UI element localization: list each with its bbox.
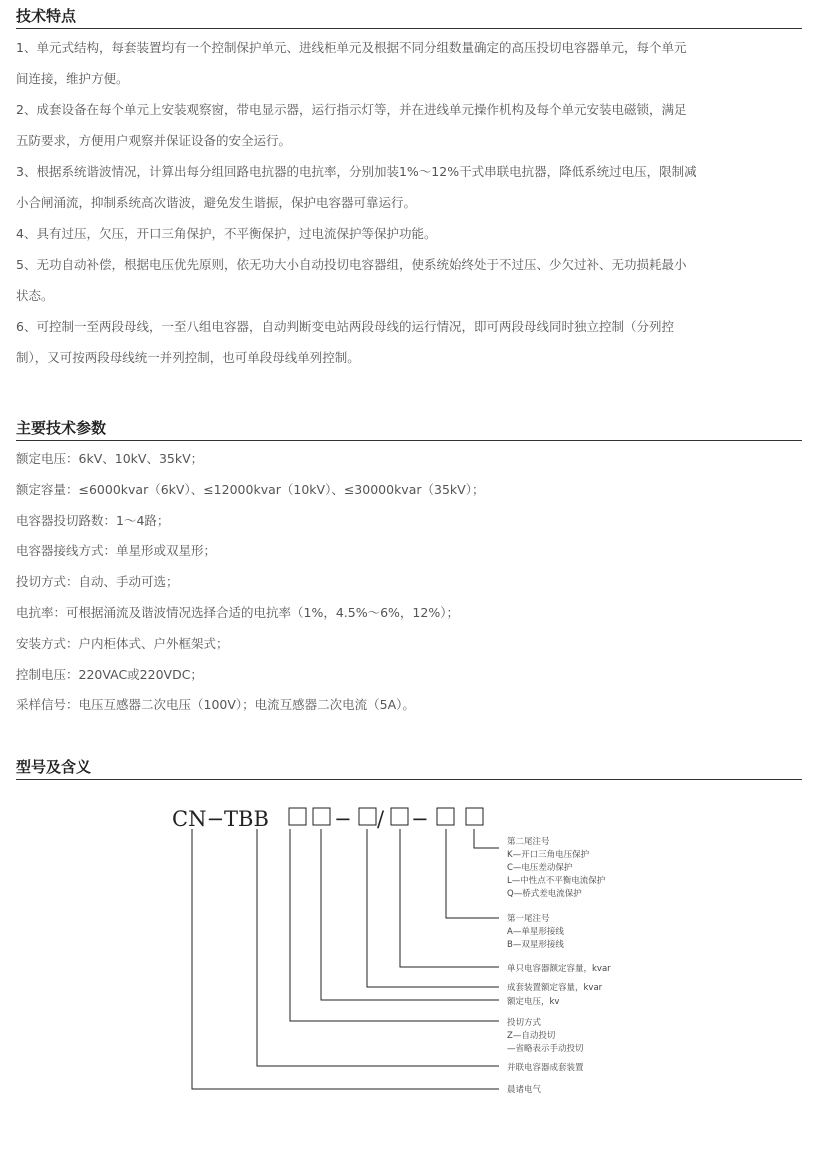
code-dash-1: − <box>334 807 352 831</box>
param-item: 投切方式：自动、手动可选； <box>16 574 179 590</box>
model-title: 型号及含义 <box>16 757 802 780</box>
label-g2-2: B—双星形接线 <box>507 940 564 950</box>
feature-line: 小合闸涌流，抑制系统高次谐波，避免发生谐振，保护电容器可靠运行。 <box>16 195 417 210</box>
label-g2-1: A—单星形接线 <box>507 927 564 937</box>
label-g6-2: —省略表示手动投切 <box>507 1044 584 1054</box>
feature-line: 4、具有过压，欠压，开口三角保护，不平衡保护，过电流保护等保护功能。 <box>16 226 437 241</box>
model-code-prefix: CN−TBB <box>172 807 269 831</box>
label-g2-0: 第一尾注号 <box>507 914 550 924</box>
label-g1-2: C—电压差动保护 <box>507 863 573 873</box>
label-g4-0: 成套装置额定容量，kvar <box>507 983 603 993</box>
features-title: 技术特点 <box>16 6 802 29</box>
param-item: 电容器投切路数：1～4路； <box>16 512 170 528</box>
param-item: 额定电压：6kV、10kV、35kV； <box>16 451 204 466</box>
feature-line: 1、单元式结构，每套装置均有一个控制保护单元、进线柜单元及根据不同分组数量确定的高压投切电容器单元，每个单元 <box>16 40 687 55</box>
code-box-6 <box>466 808 483 825</box>
connector-g4 <box>367 829 499 987</box>
connector-g1 <box>474 829 499 848</box>
connector-g7 <box>257 829 499 1066</box>
param-item: 采样信号：电压互感器二次电压（100V）；电流互感器二次电流（5A）。 <box>16 697 415 713</box>
connector-g8 <box>192 829 499 1089</box>
connector-g5 <box>321 829 499 1000</box>
label-g1-0: 第二尾注号 <box>507 837 550 847</box>
code-box-2 <box>313 808 330 825</box>
label-g6-0: 投切方式 <box>507 1018 542 1028</box>
feature-line: 五防要求，方便用户观察并保证设备的安全运行。 <box>16 133 292 148</box>
label-g3-0: 单只电容器额定容量，kvar <box>507 964 611 974</box>
label-g5-0: 额定电压，kv <box>507 997 560 1007</box>
code-dash-2: − <box>411 807 429 831</box>
feature-line: 间连接，维护方便。 <box>16 71 129 86</box>
feature-line: 6、可控制一至两段母线，一至八组电容器，自动判断变电站两段母线的运行情况，即可两段母线同时独立控制（分列控 <box>16 319 674 334</box>
code-box-4 <box>391 808 408 825</box>
label-g1-4: Q—桥式差电流保护 <box>507 889 582 899</box>
param-item: 电抗率：可根据涌流及谐波情况选择合适的电抗率（1%，4.5%～6%，12%）； <box>16 604 459 620</box>
connector-g3 <box>400 829 499 967</box>
connector-g2 <box>446 829 499 918</box>
label-group-g2 <box>507 913 564 950</box>
feature-line: 5、无功自动补偿，根据电压优先原则，依无功大小自动投切电容器组，使系统始终处于不过压、少欠过补、无功损耗最小 <box>16 257 687 272</box>
label-g1-3: L—中性点不平衡电流保护 <box>507 876 606 886</box>
code-slash: / <box>377 807 385 831</box>
label-g8-0: 晨诸电气 <box>507 1085 542 1095</box>
feature-line: 2、成套设备在每个单元上安装观察窗，带电显示器，运行指示灯等，并在进线单元操作机构及每个单元安装电磁锁，满足 <box>16 102 687 117</box>
label-g1-1: K—开口三角电压保护 <box>507 850 590 860</box>
label-group-g6 <box>507 1017 584 1054</box>
feature-line: 制），又可按两段母线统一并列控制，也可单段母线单列控制。 <box>16 350 360 365</box>
label-g7-0: 并联电容器成套装置 <box>507 1063 584 1073</box>
label-group-g1 <box>507 836 606 899</box>
feature-line: 状态。 <box>16 288 54 303</box>
param-item: 控制电压：220VAC或220VDC； <box>16 666 203 682</box>
param-item: 安装方式：户内柜体式、户外框架式； <box>16 635 229 651</box>
param-item: 额定容量：≤6000kvar（6kV）、≤12000kvar（10kV）、≤30000kvar（35kV）； <box>16 481 485 497</box>
param-item: 电容器接线方式：单星形或双星形； <box>16 543 217 559</box>
params-title: 主要技术参数 <box>16 418 802 441</box>
code-box-1 <box>289 808 306 825</box>
label-g6-1: Z—自动投切 <box>507 1031 556 1041</box>
code-box-5 <box>437 808 454 825</box>
code-box-3 <box>359 808 376 825</box>
feature-line: 3、根据系统谐波情况，计算出每分组回路电抗器的电抗率，分别加装1%～12%干式串联电抗器，降低系统过电压，限制减 <box>16 164 697 179</box>
